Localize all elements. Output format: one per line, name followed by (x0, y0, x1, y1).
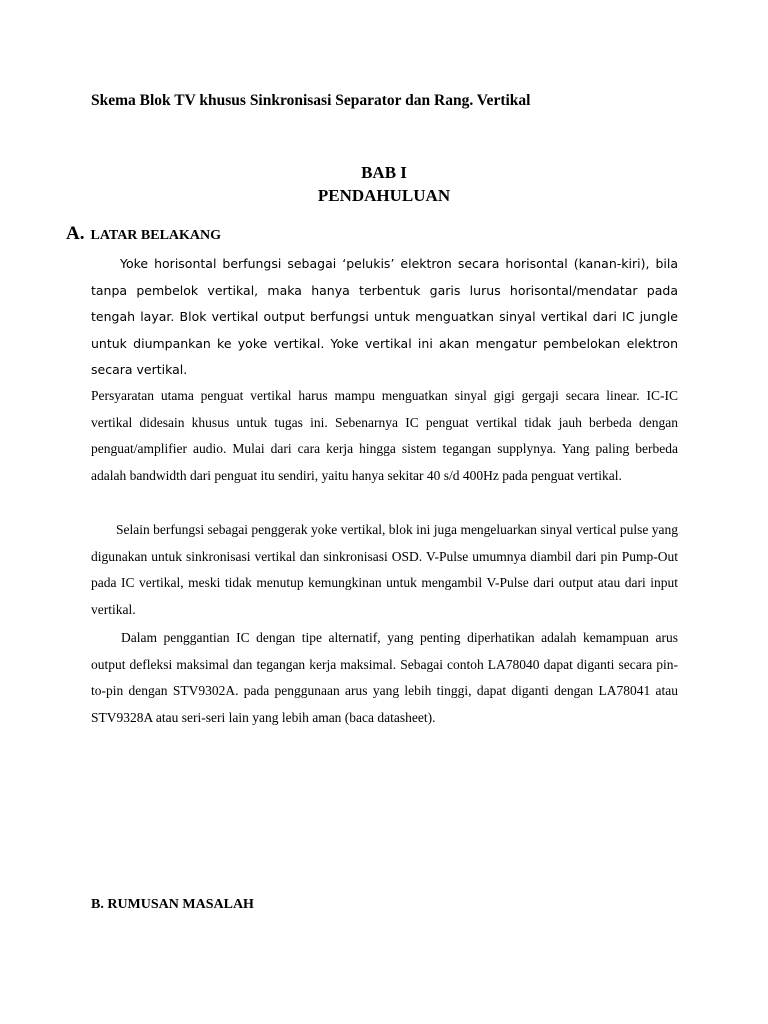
paragraph-1 (91, 251, 678, 384)
paragraph-2: Persyaratan utama penguat vertikal harus mampu menguatkan sinyal gigi gergaji secara linear. IC-IC vertikal didesain khusus untuk tugas ini. Sebenarnya IC penguat vertikal tidak jauh berbeda dengan penguat/amplifier audio. Mulai dari cara kerja hingga sistem tegangan supplynya. Yang paling berbeda adalah bandwidth dari penguat itu sendiri, yaitu hanya sekitar 40 s/d 400Hz pada penguat vertikal. (91, 388, 678, 483)
paragraph-3: Selain berfungsi sebagai penggerak yoke vertikal, blok ini juga mengeluarkan sinyal vertical pulse yang digunakan untuk sinkronisasi vertikal dan sinkronisasi OSD. V-Pulse umumnya diambil dari pin Pump-Out pada IC vertikal, meski tidak menutup kemungkinan untuk mengambil V-Pulse dari output atau dari input vertikal. (91, 522, 678, 617)
paragraph-4: Dalam penggantian IC dengan tipe alternatif, yang penting diperhatikan adalah kemampuan arus output defleksi maksimal dan tegangan kerja maksimal. Sebagai contoh LA78040 dapat diganti secara pin-to-pin dengan STV9302A. pada penggunaan arus yang lebih tinggi, dapat diganti dengan LA78041 atau STV9328A atau seri-seri lain yang lebih aman (baca datasheet). (91, 630, 678, 725)
paragraph-1-text: Yoke horisontal berfungsi sebagai ‘pelukis’ elektron secara horisontal (kanan-kiri), bila tanpa pembelok vertikal, maka hanya terbentuk garis lurus horisontal/mendatar pada tengah layar. Blok vertikal output berfungsi untuk menguatkan sinyal vertikal dari IC jungle untuk diumpankan ke yoke vertikal. Yoke vertikal ini akan mengatur pembelokan elektron secara vertikal. (91, 256, 678, 378)
section-b-heading: B. RUMUSAN MASALAH (91, 897, 254, 912)
chapter-number: BAB I (361, 163, 407, 182)
section-a-heading (66, 223, 221, 245)
section-a-letter: A. (66, 223, 85, 244)
section-a-title: LATAR BELAKANG (90, 228, 222, 243)
chapter-name: PENDAHULUAN (317, 186, 451, 205)
document-title: Skema Blok TV khusus Sinkronisasi Separator dan Rang. Vertikal (91, 92, 531, 109)
